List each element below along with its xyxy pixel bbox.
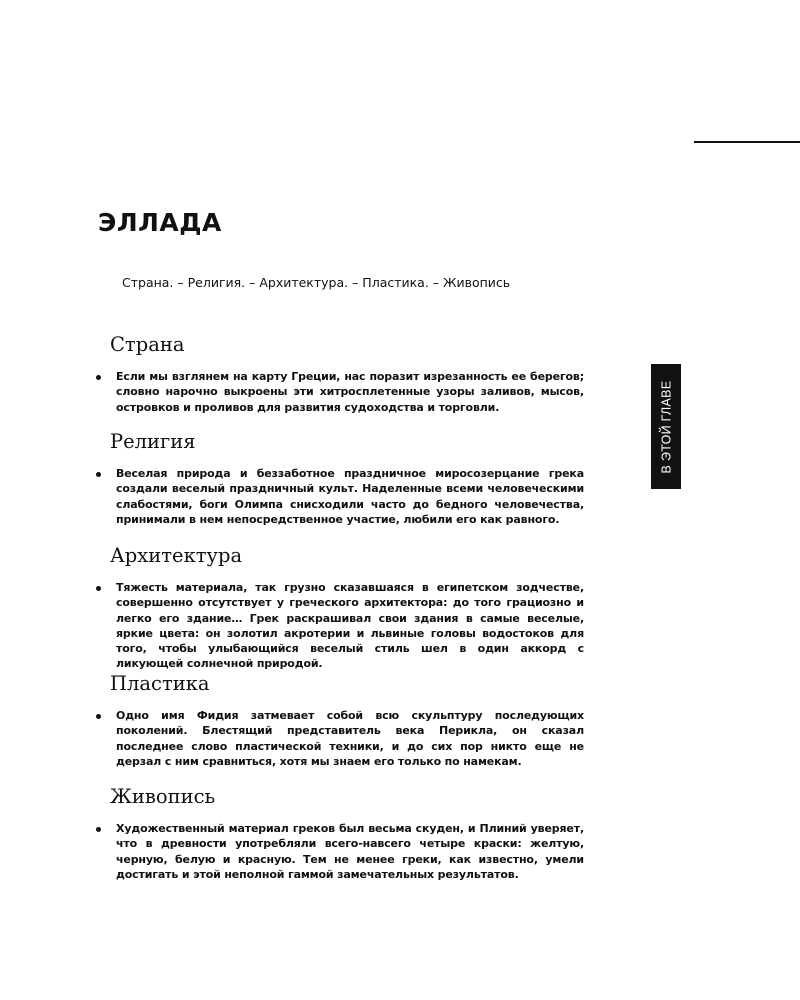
side-tab xyxy=(651,364,681,489)
section-text: Тяжесть материала, так грузно сказавшаяся в египетском зодчестве, совершенно отсутствует у греческого архитектора: до того грациозно и легко его здание… Грек раскрашивал свои здания в самые веселые, яркие цвета: он золотил акротерии и львиные головы водостоков для того, чтобы улыбающийся веселый стиль шел в один аккорд с ликующей солнечной природой. xyxy=(116,581,584,671)
section-heading: Живопись xyxy=(110,785,216,808)
bullet-icon xyxy=(96,827,101,832)
list-item xyxy=(96,821,596,882)
section-text: Веселая природа и беззаботное праздничное миросозерцание грека создали веселый праздничный культ. Наделенные всеми человеческими слабостями, боги Олимпа снисходили часто до бедного человечества, принимали в нем непосредственное участие, любили его как равного. xyxy=(116,467,584,526)
section-heading: Пластика xyxy=(110,672,210,695)
list-item xyxy=(96,369,596,415)
list-item xyxy=(96,580,596,672)
chapter-summary: Страна. – Религия. – Архитектура. – Пластика. – Живопись xyxy=(122,275,511,290)
section-text: Если мы взглянем на карту Греции, нас поразит изрезанность ее берегов; словно нарочно выкроены эти хитросплетенные узоры заливов, мысов, островков и проливов для развития судоходства и торговли. xyxy=(116,370,584,414)
section-heading: Религия xyxy=(110,430,196,453)
section-text: Одно имя Фидия затмевает собой всю скульптуру последующих поколений. Блестящий представитель века Перикла, он сказал последнее слово пластической техники, и до сих пор никто еще не дерзал с ним сравниться, хотя мы знаем его только по намекам. xyxy=(116,709,584,768)
bullet-icon xyxy=(96,714,101,719)
bullet-icon xyxy=(96,472,101,477)
section-painting xyxy=(96,784,596,882)
section-sculpture xyxy=(96,671,596,769)
section-architecture xyxy=(96,543,596,672)
top-rule xyxy=(694,141,800,143)
bullet-icon xyxy=(96,586,101,591)
section-country xyxy=(96,332,596,415)
bullet-icon xyxy=(96,375,101,380)
section-text: Художественный материал греков был весьма скуден, и Плиний уверяет, что в древности употребляли всего-навсего четыре краски: желтую, черную, белую и красную. Тем не менее греки, как известно, умели достигать и этой неполной гаммой замечательных результатов. xyxy=(116,822,584,881)
list-item xyxy=(96,708,596,769)
section-religion xyxy=(96,429,596,527)
list-item xyxy=(96,466,596,527)
chapter-title: ЭЛЛАДА xyxy=(98,208,222,237)
side-tab-label: В ЭТОЙ ГЛАВЕ xyxy=(659,380,673,473)
section-heading: Архитектура xyxy=(110,544,243,567)
section-heading: Страна xyxy=(110,333,185,356)
